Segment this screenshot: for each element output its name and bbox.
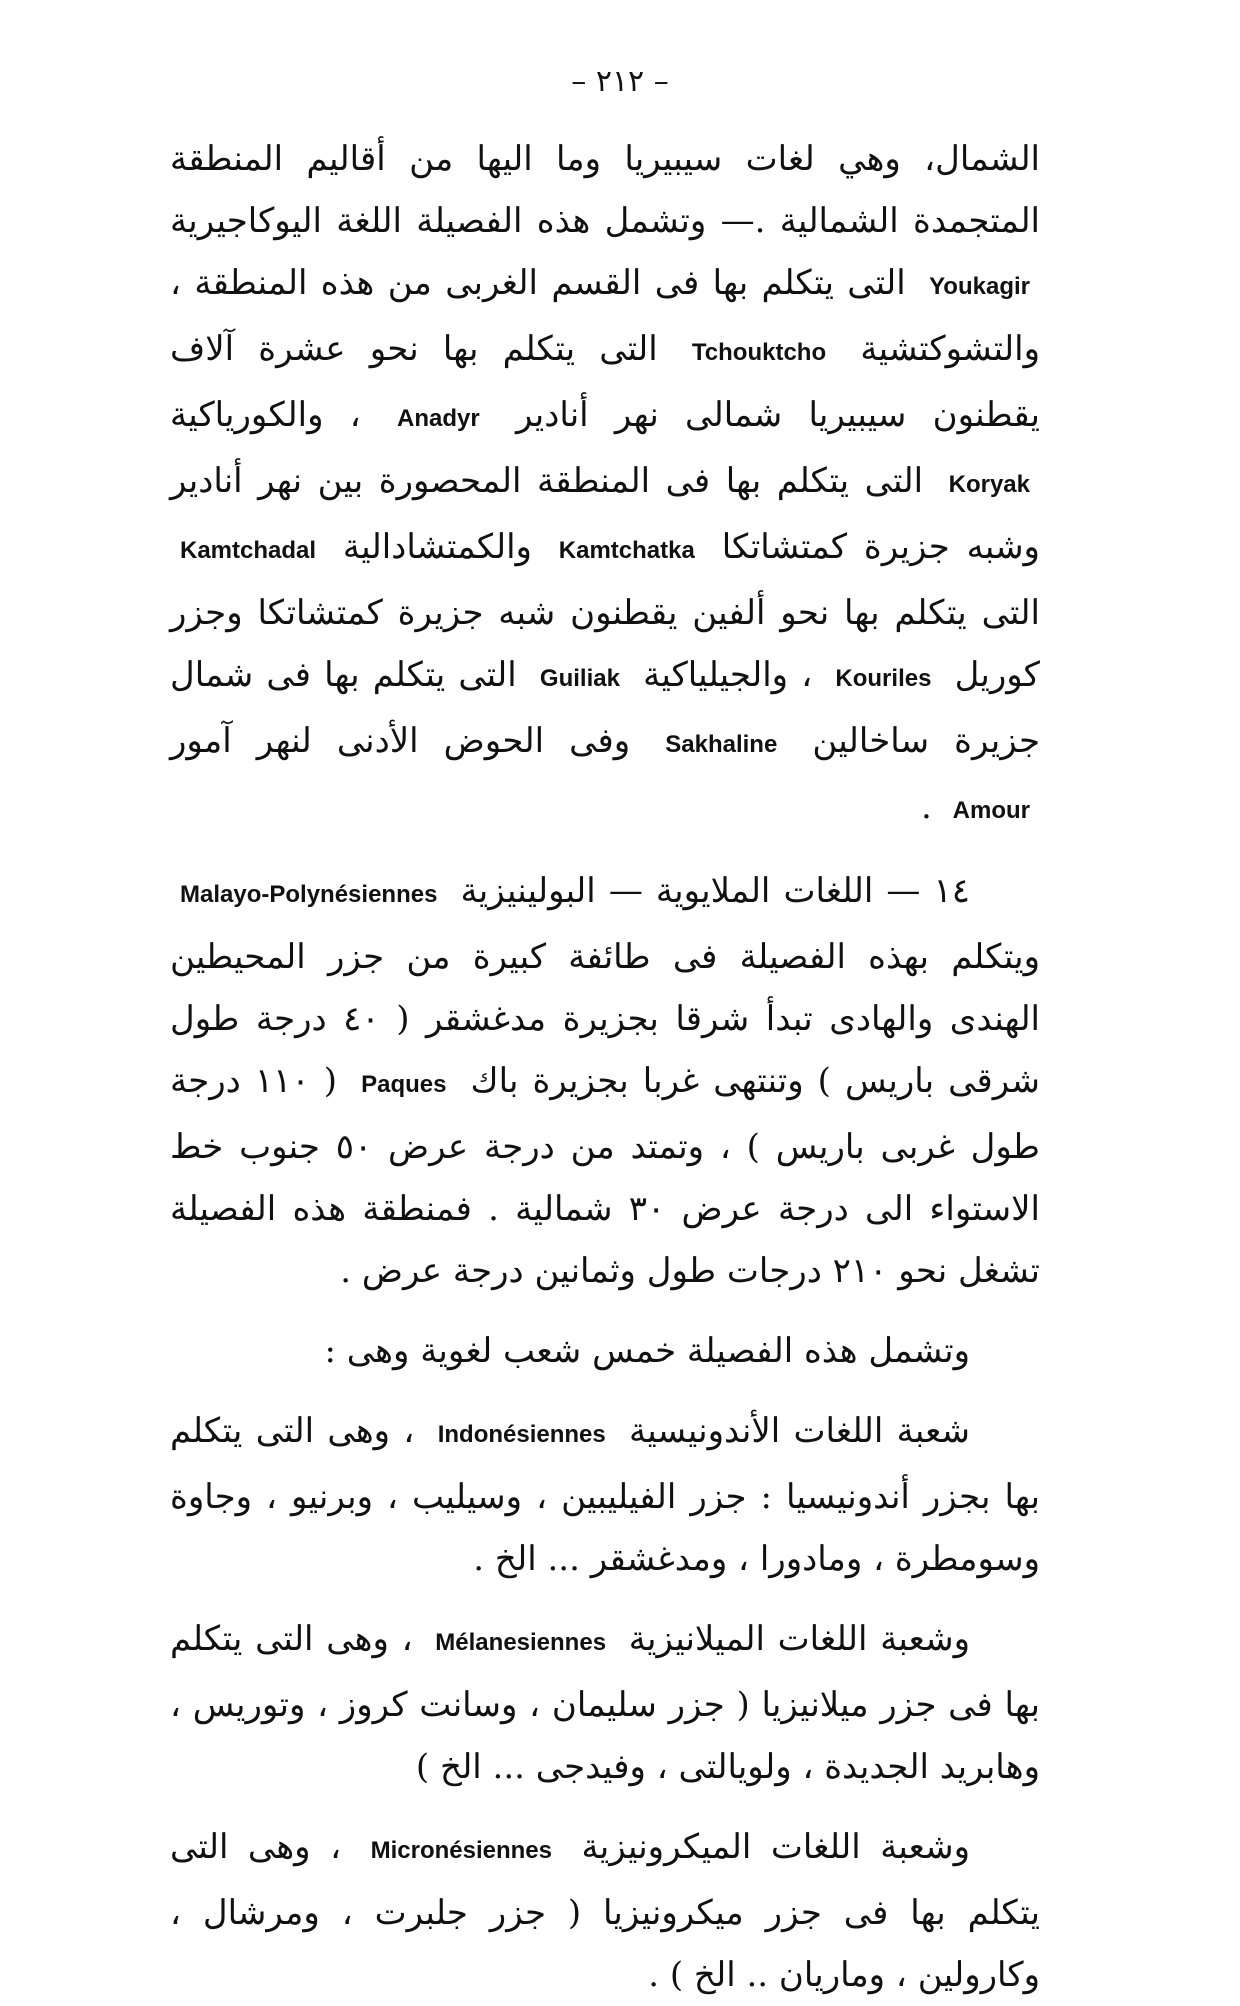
text-run: والكمتشادالية	[326, 527, 549, 567]
text-run: وشعبة اللغات الميلانيزية	[616, 1619, 970, 1659]
text-run: ، وهى التى يتكلم بها فى جزر ميلانيزيا ( جزر سليمان ، وسانت كروز ، وتوريس ، وهابريد الجديدة ، ولويالتى ، وفيدجى ... الخ )	[170, 1619, 1040, 1787]
text-run: ، والكورياكية	[170, 395, 388, 435]
latin-term: Malayo-Polynésiennes	[180, 881, 438, 908]
paragraph	[170, 1320, 1040, 1382]
text-run: وتشمل هذه الفصيلة خمس شعب لغوية وهى :	[324, 1331, 970, 1371]
text-run: التى يتكلم بها نحو ألفين يقطنون شبه جزيرة كمتشاتكا وجزر كوريل	[170, 593, 1040, 695]
text-run: التى يتكلم بها نحو عشرة آلاف يقطنون سيبيريا شمالى نهر أنادير	[170, 329, 1040, 435]
paragraph	[170, 1400, 1040, 1590]
paragraph	[170, 1816, 1040, 2006]
text-run: ، وهى التى يتكلم بها فى جزر ميكرونيزيا ( جزر جلبرت ، ومرشال ، وكارولين ، وماريان .. الخ ) .	[170, 1827, 1040, 1995]
latin-term: Sakhaline	[665, 731, 778, 758]
paragraph	[170, 860, 1040, 1302]
text-run: وشعبة اللغات الميكرونيزية	[562, 1827, 970, 1867]
latin-term: Indonésiennes	[437, 1421, 606, 1448]
paragraph	[170, 1608, 1040, 1798]
text-run: وفى الحوض الأدنى لنهر آمور	[170, 721, 656, 761]
text-run: ، وهى التى يتكلم بها بجزر أندونيسيا : جزر الفيليبين ، وسيليب ، وبرنيو ، وجاوة وسومطرة ، ومادورا ، ومدغشقر ... الخ .	[170, 1411, 1040, 1579]
latin-term: Koryak	[948, 471, 1030, 498]
latin-term: Paques	[361, 1071, 447, 1098]
text-run: ( ١١٠ درجة طول غربى باريس ) ، وتمتد من درجة عرض ٥٠ جنوب خط الاستواء الى درجة عرض ٣٠ شمالية . فمنطقة هذه الفصيلة تشغل نحو ٢١٠ درجات طول وثمانين درجة عرض .	[170, 1061, 1040, 1291]
text-run: التى يتكلم بها فى المنطقة المحصورة بين نهر أنادير وشبه جزيرة كمتشاتكا	[170, 461, 1040, 567]
latin-term: Kouriles	[835, 665, 932, 692]
latin-term: Amour	[952, 797, 1030, 824]
text-run: ١٤ — اللغات الملايوية — البولينيزية	[447, 871, 970, 911]
text-run: ويتكلم بهذه الفصيلة فى طائفة كبيرة من جزر المحيطين الهندى والهادى تبدأ شرقا بجزيرة مدغشقر ( ٤٠ درجة طول شرقى باريس ) وتنتهى غربا بجزيرة باك	[170, 937, 1040, 1101]
latin-term: Youkagir	[929, 273, 1030, 300]
latin-term: Micronésiennes	[370, 1837, 552, 1864]
latin-term: Anadyr	[397, 405, 480, 432]
page-number: – ٢١٢ –	[571, 64, 669, 99]
text-run: الشمال، وهي لغات سيبيريا وما اليها من أقاليم المنطقة المتجمدة الشمالية .— وتشمل هذه الفصيلة اللغة اليوكاجيرية	[170, 139, 1040, 241]
paragraph	[170, 128, 1040, 842]
page-body	[170, 128, 1040, 2006]
text-run: التى يتكلم بها فى شمال جزيرة ساخالين	[170, 655, 1040, 761]
text-run: شعبة اللغات الأندونيسية	[615, 1411, 970, 1451]
latin-term: Tchouktcho	[691, 339, 827, 366]
text-run: .	[921, 787, 943, 827]
latin-term: Kamtchatka	[558, 537, 695, 564]
latin-term: Guiliak	[539, 665, 620, 692]
text-run: ، والجيلياكية	[629, 655, 826, 695]
latin-term: Mélanesiennes	[435, 1629, 607, 1656]
text-run: التى يتكلم بها فى القسم الغربى من هذه المنطقة ، والتشوكتشية	[170, 263, 1040, 369]
latin-term: Kamtchadal	[180, 537, 317, 564]
